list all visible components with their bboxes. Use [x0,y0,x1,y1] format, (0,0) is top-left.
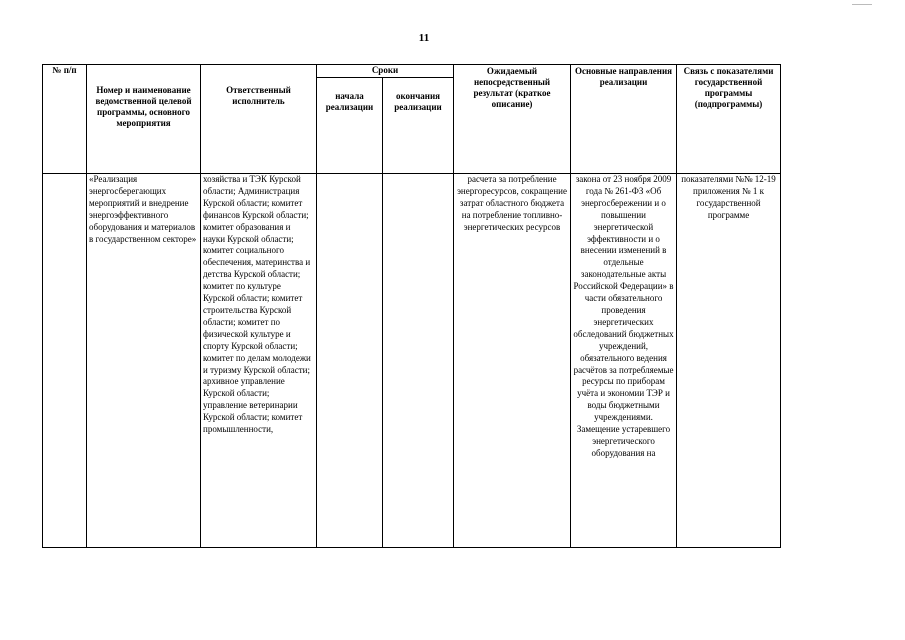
cell-num [43,174,87,548]
header-terms: Сроки [317,65,454,78]
header-end: окончания реализации [383,78,454,174]
cell-result: расчета за потребление энергоресурсов, сокращение затрат областного бюджета на потребление топливно-энергетических ресурсов [454,174,571,548]
page-number: 11 [418,32,430,44]
table-row [43,174,781,548]
cell-directions: закона от 23 ноября 2009 года № 261-ФЗ «Об энергосбережении и о повышении энергетической эффективности и о внесении изменений в отдельные законодательные акты Российской Федерации» в части обязательного проведения энергетических обследований бюджетных учреждений, обязательного ведения расчётов за потребляемые ресурсы по приборам учёта и экономии ТЭР и воды бюджетными учреждениями. Замещение устаревшего энергетического оборудования на [571,174,677,548]
header-directions: Основные направления реализации [571,65,677,174]
cell-start [317,174,383,548]
cell-link: показателями №№ 12-19 приложения № 1 к государственной программе [677,174,781,548]
corner-mark [852,4,872,5]
header-name: Номер и наименование ведомственной целевой программы, основного мероприятия [87,65,201,174]
header-num: № п/п [43,65,87,174]
header-link: Связь с показателями государственной программы (подпрограммы) [677,65,781,174]
header-result: Ожидаемый непосредственный результат (краткое описание) [454,65,571,174]
cell-end [383,174,454,548]
header-start: начала реализации [317,78,383,174]
cell-executor: хозяйства и ТЭК Курской области; Администрация Курской области; комитет финансов Курской области; комитет образования и науки Курской области; комитет социального обеспечения, материнства и детства Курской области; комитет по культуре Курской области; комитет строительства Курской области; комитет по физической культуре и спорту Курской области; комитет по делам молодежи и туризму Курской области; архивное управление Курской области; управление ветеринарии Курской области; комитет промышленности, [201,174,317,548]
measures-table [42,64,781,548]
header-executor: Ответственный исполнитель [201,65,317,174]
cell-name: «Реализация энергосберегающих мероприятий и внедрение энергоэффективного оборудования и материалов в государственном секторе» [87,174,201,548]
